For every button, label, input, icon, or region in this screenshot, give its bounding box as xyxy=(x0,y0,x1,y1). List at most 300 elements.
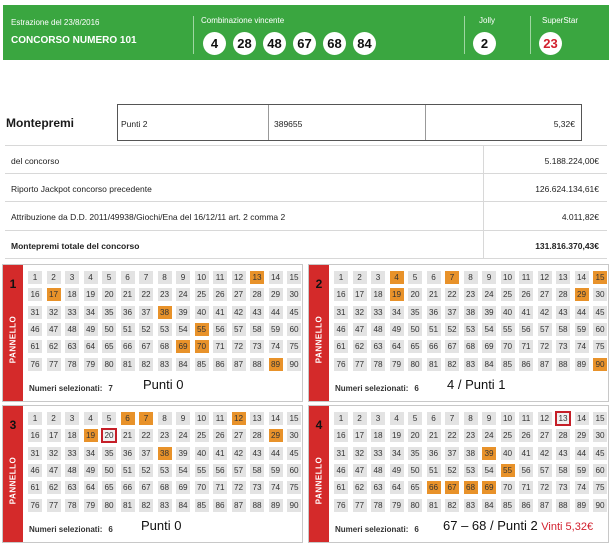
number-cell-4[interactable]: 4 xyxy=(390,412,404,425)
number-cell-46[interactable]: 46 xyxy=(334,464,348,477)
number-cell-12[interactable]: 12 xyxy=(538,271,552,284)
number-cell-43[interactable]: 43 xyxy=(250,447,264,460)
number-cell-63[interactable]: 63 xyxy=(65,481,79,494)
number-cell-21[interactable]: 21 xyxy=(121,288,135,301)
number-cell-3[interactable]: 3 xyxy=(65,412,79,425)
number-cell-51[interactable]: 51 xyxy=(121,323,135,336)
number-cell-90[interactable]: 90 xyxy=(287,358,301,371)
number-cell-31[interactable]: 31 xyxy=(334,447,348,460)
number-cell-32[interactable]: 32 xyxy=(47,306,61,319)
number-cell-38[interactable]: 38 xyxy=(158,447,172,460)
number-cell-66[interactable]: 66 xyxy=(427,340,441,353)
number-cell-22[interactable]: 22 xyxy=(139,429,153,442)
number-cell-58[interactable]: 58 xyxy=(556,323,570,336)
number-cell-67[interactable]: 67 xyxy=(139,340,153,353)
number-cell-51[interactable]: 51 xyxy=(121,464,135,477)
number-cell-8[interactable]: 8 xyxy=(464,271,478,284)
number-cell-8[interactable]: 8 xyxy=(464,412,478,425)
number-cell-67[interactable]: 67 xyxy=(139,481,153,494)
number-cell-20[interactable]: 20 xyxy=(102,429,116,442)
number-cell-56[interactable]: 56 xyxy=(519,464,533,477)
number-cell-1[interactable]: 1 xyxy=(28,412,42,425)
number-cell-51[interactable]: 51 xyxy=(427,323,441,336)
number-cell-89[interactable]: 89 xyxy=(269,499,283,512)
number-cell-41[interactable]: 41 xyxy=(213,447,227,460)
number-cell-57[interactable]: 57 xyxy=(538,323,552,336)
number-cell-33[interactable]: 33 xyxy=(371,306,385,319)
number-cell-5[interactable]: 5 xyxy=(102,271,116,284)
number-cell-74[interactable]: 74 xyxy=(575,340,589,353)
number-cell-71[interactable]: 71 xyxy=(213,481,227,494)
number-cell-77[interactable]: 77 xyxy=(353,358,367,371)
number-cell-9[interactable]: 9 xyxy=(482,271,496,284)
number-cell-40[interactable]: 40 xyxy=(501,306,515,319)
number-cell-22[interactable]: 22 xyxy=(445,429,459,442)
number-cell-39[interactable]: 39 xyxy=(176,447,190,460)
number-cell-73[interactable]: 73 xyxy=(556,481,570,494)
number-cell-89[interactable]: 89 xyxy=(269,358,283,371)
number-cell-59[interactable]: 59 xyxy=(575,323,589,336)
number-cell-83[interactable]: 83 xyxy=(158,499,172,512)
number-cell-18[interactable]: 18 xyxy=(371,429,385,442)
number-cell-89[interactable]: 89 xyxy=(575,358,589,371)
number-cell-37[interactable]: 37 xyxy=(445,306,459,319)
number-cell-43[interactable]: 43 xyxy=(250,306,264,319)
number-cell-3[interactable]: 3 xyxy=(371,412,385,425)
number-cell-11[interactable]: 11 xyxy=(213,412,227,425)
number-cell-29[interactable]: 29 xyxy=(269,288,283,301)
number-cell-52[interactable]: 52 xyxy=(139,323,153,336)
number-cell-63[interactable]: 63 xyxy=(371,481,385,494)
number-cell-55[interactable]: 55 xyxy=(501,323,515,336)
number-cell-52[interactable]: 52 xyxy=(445,464,459,477)
number-cell-90[interactable]: 90 xyxy=(593,358,607,371)
number-cell-37[interactable]: 37 xyxy=(139,306,153,319)
number-cell-60[interactable]: 60 xyxy=(593,323,607,336)
number-cell-7[interactable]: 7 xyxy=(139,271,153,284)
number-cell-16[interactable]: 16 xyxy=(334,288,348,301)
number-cell-70[interactable]: 70 xyxy=(195,340,209,353)
number-cell-60[interactable]: 60 xyxy=(593,464,607,477)
number-cell-59[interactable]: 59 xyxy=(269,323,283,336)
number-cell-47[interactable]: 47 xyxy=(353,464,367,477)
number-cell-42[interactable]: 42 xyxy=(538,447,552,460)
number-cell-55[interactable]: 55 xyxy=(195,323,209,336)
number-cell-70[interactable]: 70 xyxy=(195,481,209,494)
number-cell-36[interactable]: 36 xyxy=(121,447,135,460)
number-cell-10[interactable]: 10 xyxy=(195,412,209,425)
number-cell-68[interactable]: 68 xyxy=(464,481,478,494)
number-cell-76[interactable]: 76 xyxy=(334,358,348,371)
number-cell-30[interactable]: 30 xyxy=(593,288,607,301)
number-cell-29[interactable]: 29 xyxy=(575,429,589,442)
number-cell-83[interactable]: 83 xyxy=(464,499,478,512)
number-cell-47[interactable]: 47 xyxy=(47,323,61,336)
number-cell-79[interactable]: 79 xyxy=(84,499,98,512)
number-cell-9[interactable]: 9 xyxy=(482,412,496,425)
number-cell-65[interactable]: 65 xyxy=(408,340,422,353)
number-cell-42[interactable]: 42 xyxy=(538,306,552,319)
number-cell-44[interactable]: 44 xyxy=(575,306,589,319)
number-cell-32[interactable]: 32 xyxy=(353,306,367,319)
number-cell-30[interactable]: 30 xyxy=(593,429,607,442)
number-cell-27[interactable]: 27 xyxy=(232,288,246,301)
number-cell-14[interactable]: 14 xyxy=(269,412,283,425)
number-cell-24[interactable]: 24 xyxy=(176,288,190,301)
number-cell-23[interactable]: 23 xyxy=(158,288,172,301)
number-cell-39[interactable]: 39 xyxy=(482,447,496,460)
number-cell-12[interactable]: 12 xyxy=(538,412,552,425)
number-cell-25[interactable]: 25 xyxy=(501,429,515,442)
number-cell-15[interactable]: 15 xyxy=(287,412,301,425)
number-cell-26[interactable]: 26 xyxy=(519,429,533,442)
number-cell-20[interactable]: 20 xyxy=(408,429,422,442)
number-cell-54[interactable]: 54 xyxy=(176,323,190,336)
number-cell-24[interactable]: 24 xyxy=(482,429,496,442)
number-cell-23[interactable]: 23 xyxy=(464,429,478,442)
number-cell-42[interactable]: 42 xyxy=(232,306,246,319)
number-cell-73[interactable]: 73 xyxy=(556,340,570,353)
number-cell-64[interactable]: 64 xyxy=(390,481,404,494)
number-cell-13[interactable]: 13 xyxy=(556,271,570,284)
number-cell-18[interactable]: 18 xyxy=(371,288,385,301)
number-cell-15[interactable]: 15 xyxy=(593,271,607,284)
number-cell-78[interactable]: 78 xyxy=(65,499,79,512)
number-cell-40[interactable]: 40 xyxy=(195,447,209,460)
number-cell-71[interactable]: 71 xyxy=(213,340,227,353)
number-cell-53[interactable]: 53 xyxy=(158,464,172,477)
number-cell-14[interactable]: 14 xyxy=(575,271,589,284)
number-cell-56[interactable]: 56 xyxy=(519,323,533,336)
number-cell-84[interactable]: 84 xyxy=(176,499,190,512)
number-cell-13[interactable]: 13 xyxy=(556,412,570,425)
number-cell-88[interactable]: 88 xyxy=(250,499,264,512)
number-cell-37[interactable]: 37 xyxy=(445,447,459,460)
number-cell-1[interactable]: 1 xyxy=(334,271,348,284)
number-cell-26[interactable]: 26 xyxy=(519,288,533,301)
number-cell-75[interactable]: 75 xyxy=(287,340,301,353)
number-cell-46[interactable]: 46 xyxy=(28,323,42,336)
number-cell-5[interactable]: 5 xyxy=(102,412,116,425)
number-cell-49[interactable]: 49 xyxy=(84,464,98,477)
number-cell-38[interactable]: 38 xyxy=(158,306,172,319)
number-cell-87[interactable]: 87 xyxy=(538,358,552,371)
number-cell-28[interactable]: 28 xyxy=(250,429,264,442)
number-cell-14[interactable]: 14 xyxy=(269,271,283,284)
number-cell-11[interactable]: 11 xyxy=(213,271,227,284)
number-cell-45[interactable]: 45 xyxy=(593,447,607,460)
number-cell-64[interactable]: 64 xyxy=(390,340,404,353)
number-cell-58[interactable]: 58 xyxy=(556,464,570,477)
number-cell-17[interactable]: 17 xyxy=(353,429,367,442)
number-cell-48[interactable]: 48 xyxy=(65,323,79,336)
number-cell-10[interactable]: 10 xyxy=(195,271,209,284)
number-cell-57[interactable]: 57 xyxy=(232,464,246,477)
number-cell-25[interactable]: 25 xyxy=(195,288,209,301)
number-cell-38[interactable]: 38 xyxy=(464,447,478,460)
number-cell-39[interactable]: 39 xyxy=(176,306,190,319)
number-cell-22[interactable]: 22 xyxy=(445,288,459,301)
number-cell-71[interactable]: 71 xyxy=(519,340,533,353)
number-cell-34[interactable]: 34 xyxy=(84,306,98,319)
number-cell-30[interactable]: 30 xyxy=(287,429,301,442)
number-cell-16[interactable]: 16 xyxy=(28,429,42,442)
number-cell-21[interactable]: 21 xyxy=(121,429,135,442)
number-cell-6[interactable]: 6 xyxy=(121,412,135,425)
number-cell-7[interactable]: 7 xyxy=(445,271,459,284)
number-cell-75[interactable]: 75 xyxy=(593,340,607,353)
number-cell-1[interactable]: 1 xyxy=(28,271,42,284)
number-cell-52[interactable]: 52 xyxy=(445,323,459,336)
number-cell-24[interactable]: 24 xyxy=(176,429,190,442)
number-cell-23[interactable]: 23 xyxy=(158,429,172,442)
number-cell-73[interactable]: 73 xyxy=(250,481,264,494)
number-cell-25[interactable]: 25 xyxy=(195,429,209,442)
number-cell-21[interactable]: 21 xyxy=(427,288,441,301)
number-cell-79[interactable]: 79 xyxy=(84,358,98,371)
number-cell-35[interactable]: 35 xyxy=(408,306,422,319)
number-cell-68[interactable]: 68 xyxy=(158,481,172,494)
number-cell-45[interactable]: 45 xyxy=(593,306,607,319)
number-cell-36[interactable]: 36 xyxy=(121,306,135,319)
number-cell-35[interactable]: 35 xyxy=(408,447,422,460)
number-cell-8[interactable]: 8 xyxy=(158,271,172,284)
number-cell-7[interactable]: 7 xyxy=(445,412,459,425)
number-cell-80[interactable]: 80 xyxy=(408,499,422,512)
number-cell-17[interactable]: 17 xyxy=(47,288,61,301)
number-cell-27[interactable]: 27 xyxy=(538,288,552,301)
number-cell-21[interactable]: 21 xyxy=(427,429,441,442)
number-cell-81[interactable]: 81 xyxy=(427,499,441,512)
number-cell-50[interactable]: 50 xyxy=(102,323,116,336)
number-cell-40[interactable]: 40 xyxy=(501,447,515,460)
number-cell-41[interactable]: 41 xyxy=(519,306,533,319)
number-cell-82[interactable]: 82 xyxy=(139,499,153,512)
number-cell-54[interactable]: 54 xyxy=(482,323,496,336)
number-cell-17[interactable]: 17 xyxy=(353,288,367,301)
number-cell-56[interactable]: 56 xyxy=(213,464,227,477)
number-cell-71[interactable]: 71 xyxy=(519,481,533,494)
number-cell-57[interactable]: 57 xyxy=(232,323,246,336)
number-cell-19[interactable]: 19 xyxy=(390,288,404,301)
number-cell-72[interactable]: 72 xyxy=(232,481,246,494)
number-cell-77[interactable]: 77 xyxy=(47,358,61,371)
number-cell-51[interactable]: 51 xyxy=(427,464,441,477)
number-cell-85[interactable]: 85 xyxy=(501,358,515,371)
number-cell-16[interactable]: 16 xyxy=(28,288,42,301)
number-cell-28[interactable]: 28 xyxy=(556,429,570,442)
number-cell-3[interactable]: 3 xyxy=(371,271,385,284)
number-cell-5[interactable]: 5 xyxy=(408,412,422,425)
number-cell-50[interactable]: 50 xyxy=(102,464,116,477)
number-cell-62[interactable]: 62 xyxy=(353,340,367,353)
number-cell-58[interactable]: 58 xyxy=(250,323,264,336)
number-cell-64[interactable]: 64 xyxy=(84,481,98,494)
number-cell-7[interactable]: 7 xyxy=(139,412,153,425)
number-cell-35[interactable]: 35 xyxy=(102,306,116,319)
number-cell-88[interactable]: 88 xyxy=(250,358,264,371)
number-cell-19[interactable]: 19 xyxy=(84,429,98,442)
number-cell-14[interactable]: 14 xyxy=(575,412,589,425)
number-cell-41[interactable]: 41 xyxy=(213,306,227,319)
number-cell-31[interactable]: 31 xyxy=(334,306,348,319)
number-cell-85[interactable]: 85 xyxy=(501,499,515,512)
number-cell-32[interactable]: 32 xyxy=(47,447,61,460)
number-cell-72[interactable]: 72 xyxy=(538,481,552,494)
number-cell-36[interactable]: 36 xyxy=(427,306,441,319)
number-cell-15[interactable]: 15 xyxy=(593,412,607,425)
number-cell-68[interactable]: 68 xyxy=(464,340,478,353)
number-cell-75[interactable]: 75 xyxy=(287,481,301,494)
number-cell-60[interactable]: 60 xyxy=(287,323,301,336)
number-cell-49[interactable]: 49 xyxy=(390,464,404,477)
number-cell-33[interactable]: 33 xyxy=(371,447,385,460)
number-cell-4[interactable]: 4 xyxy=(84,412,98,425)
number-cell-26[interactable]: 26 xyxy=(213,429,227,442)
number-cell-4[interactable]: 4 xyxy=(84,271,98,284)
number-cell-44[interactable]: 44 xyxy=(269,447,283,460)
number-cell-78[interactable]: 78 xyxy=(371,358,385,371)
number-cell-80[interactable]: 80 xyxy=(102,499,116,512)
number-cell-88[interactable]: 88 xyxy=(556,358,570,371)
number-cell-87[interactable]: 87 xyxy=(232,358,246,371)
number-cell-73[interactable]: 73 xyxy=(250,340,264,353)
number-cell-13[interactable]: 13 xyxy=(250,271,264,284)
number-cell-46[interactable]: 46 xyxy=(334,323,348,336)
number-cell-34[interactable]: 34 xyxy=(390,306,404,319)
number-cell-86[interactable]: 86 xyxy=(519,499,533,512)
number-cell-82[interactable]: 82 xyxy=(139,358,153,371)
number-cell-22[interactable]: 22 xyxy=(139,288,153,301)
number-cell-19[interactable]: 19 xyxy=(84,288,98,301)
number-cell-34[interactable]: 34 xyxy=(84,447,98,460)
number-cell-52[interactable]: 52 xyxy=(139,464,153,477)
number-cell-2[interactable]: 2 xyxy=(47,271,61,284)
number-cell-58[interactable]: 58 xyxy=(250,464,264,477)
number-cell-61[interactable]: 61 xyxy=(334,481,348,494)
number-cell-56[interactable]: 56 xyxy=(213,323,227,336)
number-cell-70[interactable]: 70 xyxy=(501,481,515,494)
number-cell-76[interactable]: 76 xyxy=(334,499,348,512)
number-cell-54[interactable]: 54 xyxy=(176,464,190,477)
number-cell-83[interactable]: 83 xyxy=(158,358,172,371)
number-cell-84[interactable]: 84 xyxy=(482,499,496,512)
number-cell-85[interactable]: 85 xyxy=(195,499,209,512)
number-cell-66[interactable]: 66 xyxy=(121,340,135,353)
number-cell-66[interactable]: 66 xyxy=(121,481,135,494)
number-cell-79[interactable]: 79 xyxy=(390,358,404,371)
number-cell-50[interactable]: 50 xyxy=(408,323,422,336)
number-cell-78[interactable]: 78 xyxy=(371,499,385,512)
number-cell-69[interactable]: 69 xyxy=(482,481,496,494)
number-cell-77[interactable]: 77 xyxy=(353,499,367,512)
number-cell-85[interactable]: 85 xyxy=(195,358,209,371)
number-cell-74[interactable]: 74 xyxy=(269,481,283,494)
number-cell-28[interactable]: 28 xyxy=(556,288,570,301)
number-cell-61[interactable]: 61 xyxy=(334,340,348,353)
number-cell-27[interactable]: 27 xyxy=(538,429,552,442)
number-cell-16[interactable]: 16 xyxy=(334,429,348,442)
number-cell-69[interactable]: 69 xyxy=(176,340,190,353)
number-cell-55[interactable]: 55 xyxy=(195,464,209,477)
number-cell-24[interactable]: 24 xyxy=(482,288,496,301)
number-cell-15[interactable]: 15 xyxy=(287,271,301,284)
number-cell-3[interactable]: 3 xyxy=(65,271,79,284)
number-cell-32[interactable]: 32 xyxy=(353,447,367,460)
number-cell-11[interactable]: 11 xyxy=(519,412,533,425)
number-cell-27[interactable]: 27 xyxy=(232,429,246,442)
number-cell-18[interactable]: 18 xyxy=(65,288,79,301)
number-cell-19[interactable]: 19 xyxy=(390,429,404,442)
number-cell-20[interactable]: 20 xyxy=(102,288,116,301)
number-cell-87[interactable]: 87 xyxy=(232,499,246,512)
number-cell-31[interactable]: 31 xyxy=(28,306,42,319)
number-cell-2[interactable]: 2 xyxy=(353,271,367,284)
number-cell-4[interactable]: 4 xyxy=(390,271,404,284)
number-cell-46[interactable]: 46 xyxy=(28,464,42,477)
number-cell-61[interactable]: 61 xyxy=(28,340,42,353)
number-cell-65[interactable]: 65 xyxy=(102,481,116,494)
number-cell-80[interactable]: 80 xyxy=(408,358,422,371)
number-cell-12[interactable]: 12 xyxy=(232,412,246,425)
number-cell-86[interactable]: 86 xyxy=(213,358,227,371)
number-cell-25[interactable]: 25 xyxy=(501,288,515,301)
number-cell-10[interactable]: 10 xyxy=(501,271,515,284)
number-cell-29[interactable]: 29 xyxy=(269,429,283,442)
number-cell-44[interactable]: 44 xyxy=(575,447,589,460)
number-cell-57[interactable]: 57 xyxy=(538,464,552,477)
number-cell-84[interactable]: 84 xyxy=(482,358,496,371)
number-cell-10[interactable]: 10 xyxy=(501,412,515,425)
number-cell-74[interactable]: 74 xyxy=(575,481,589,494)
number-cell-65[interactable]: 65 xyxy=(408,481,422,494)
number-cell-86[interactable]: 86 xyxy=(519,358,533,371)
number-cell-79[interactable]: 79 xyxy=(390,499,404,512)
number-cell-26[interactable]: 26 xyxy=(213,288,227,301)
number-cell-37[interactable]: 37 xyxy=(139,447,153,460)
number-cell-8[interactable]: 8 xyxy=(158,412,172,425)
number-cell-87[interactable]: 87 xyxy=(538,499,552,512)
number-cell-47[interactable]: 47 xyxy=(47,464,61,477)
number-cell-61[interactable]: 61 xyxy=(28,481,42,494)
number-cell-53[interactable]: 53 xyxy=(158,323,172,336)
number-cell-81[interactable]: 81 xyxy=(121,499,135,512)
number-cell-82[interactable]: 82 xyxy=(445,358,459,371)
number-cell-69[interactable]: 69 xyxy=(176,481,190,494)
number-cell-53[interactable]: 53 xyxy=(464,464,478,477)
number-cell-35[interactable]: 35 xyxy=(102,447,116,460)
number-cell-55[interactable]: 55 xyxy=(501,464,515,477)
number-cell-89[interactable]: 89 xyxy=(575,499,589,512)
number-cell-2[interactable]: 2 xyxy=(47,412,61,425)
number-cell-88[interactable]: 88 xyxy=(556,499,570,512)
number-cell-59[interactable]: 59 xyxy=(575,464,589,477)
number-cell-48[interactable]: 48 xyxy=(65,464,79,477)
number-cell-6[interactable]: 6 xyxy=(427,412,441,425)
number-cell-86[interactable]: 86 xyxy=(213,499,227,512)
number-cell-9[interactable]: 9 xyxy=(176,412,190,425)
number-cell-50[interactable]: 50 xyxy=(408,464,422,477)
number-cell-34[interactable]: 34 xyxy=(390,447,404,460)
number-cell-47[interactable]: 47 xyxy=(353,323,367,336)
number-cell-69[interactable]: 69 xyxy=(482,340,496,353)
number-cell-62[interactable]: 62 xyxy=(47,481,61,494)
number-cell-29[interactable]: 29 xyxy=(575,288,589,301)
number-cell-60[interactable]: 60 xyxy=(287,464,301,477)
number-cell-18[interactable]: 18 xyxy=(65,429,79,442)
number-cell-64[interactable]: 64 xyxy=(84,340,98,353)
number-cell-53[interactable]: 53 xyxy=(464,323,478,336)
